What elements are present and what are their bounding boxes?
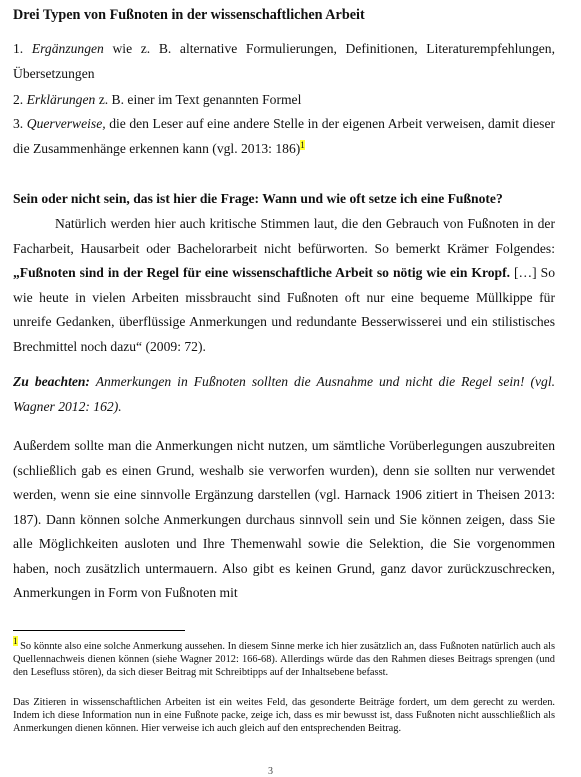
footnote-text: So könnte also eine solche Anmerkung aussehen. In diesem Sinne merke ich hier zusätzlich an, dass Fußnoten natürlich auch als Quellennachweis dienen können (siehe Wagner 2012: 166-68). Allerdings würde das den Rahmen dieses Beitrags sprengen (und den Lesefluss stören), da sich dieser Beitrag mit Schreibtipps auf der Inhaltsebene befasst.	[13, 641, 555, 678]
list-text: z. B. einer im Text genannten Formel	[95, 92, 302, 107]
paragraph-text: […] So wie heute in vielen Arbeiten missbraucht sind Fußnoten oft nur eine bequeme Müllkippe für unreife Gedanken, überflüssige Anmerkungen und redundante Besserwisserei und ein stilistisches Brechmittel noch dazu“ (2009: 72).	[13, 265, 555, 354]
note-paragraph	[13, 370, 555, 419]
footnote-marker: 1	[13, 636, 18, 646]
list-term: Ergänzungen	[31, 41, 104, 56]
list-number: 2.	[13, 92, 27, 107]
bold-quote: „Fußnoten sind in der Regel für eine wissenschaftliche Arbeit so nötig wie ein Kropf.	[13, 265, 511, 280]
document-heading: Drei Typen von Fußnoten in der wissenschaftlichen Arbeit	[13, 7, 365, 23]
list-text: wie z. B. alternative Formulierungen, Definitionen, Literaturempfehlungen, Übersetzungen	[13, 41, 556, 81]
paragraph-2: Außerdem sollte man die Anmerkungen nicht nutzen, um sämtliche Vorüberlegungen auszubreiten (schließlich gab es einen Grund, weshalb sie verworfen wurden), denn sie sollten nur verwendet werden, wenn sie eine sinnvolle Ergänzung darstellen (vgl. Harnack 1906 zitiert in Theisen 2013: 187). Dann können solche Anmerkungen durchaus sinnvoll sein und Sie können zeigen, dass Sie alle Möglichkeiten ausloten und Ihre Themenwahl sowie die Selektion, die Sie vorgenommen haben, noch zusätzlich untermauern. Also gibt es keinen Grund, ganz davor zurückzuschrecken, Anmerkungen in Form von Fußnoten mit	[13, 438, 555, 600]
list-number: 1.	[13, 41, 32, 56]
list-term: Querverweise,	[26, 116, 106, 131]
section-heading: Sein oder nicht sein, das ist hier die Frage: Wann und wie oft setze ich eine Fußnote?	[13, 191, 503, 206]
list-item-2	[13, 88, 555, 113]
paragraph-text: Natürlich werden hier auch kritische Stimmen laut, die den Gebrauch von Fußnoten in der Facharbeit, Hausarbeit oder Bachelorarbeit nicht befürworten. So bemerkt Krämer Folgendes:	[13, 216, 555, 256]
footnote-divider	[13, 630, 185, 631]
list-text: die den Leser auf eine andere Stelle in der eigenen Arbeit verweisen, damit dieser die Zusammenhänge erkennen kann (vgl. 2013: 186)	[13, 116, 555, 156]
list-term: Erklärungen	[26, 92, 96, 107]
footnote-1-continued: Das Zitieren in wissenschaftlichen Arbeiten ist ein weites Feld, das gesonderte Beiträge fordert, um dem gerecht zu werden. Indem ich diese Information nun in eine Fußnote packe, zeige ich, dass es mir bewusst ist, dass Fußnoten nicht ausschließlich als Anmerkungen dienen können. Hier verweise ich auch gleich auf den entsprechenden Beitrag.	[13, 697, 555, 734]
footnote-reference[interactable]: 1	[300, 139, 305, 150]
note-label: Zu beachten:	[13, 374, 90, 389]
paragraph-1	[13, 212, 555, 359]
list-item-3	[13, 112, 555, 161]
list-number: 3.	[13, 116, 27, 131]
footnote-1	[13, 636, 555, 679]
page-number: 3	[268, 766, 273, 777]
note-text: Anmerkungen in Fußnoten sollten die Ausnahme und nicht die Regel sein! (vgl. Wagner 2012: 162).	[13, 374, 555, 414]
list-item-1	[13, 37, 555, 86]
